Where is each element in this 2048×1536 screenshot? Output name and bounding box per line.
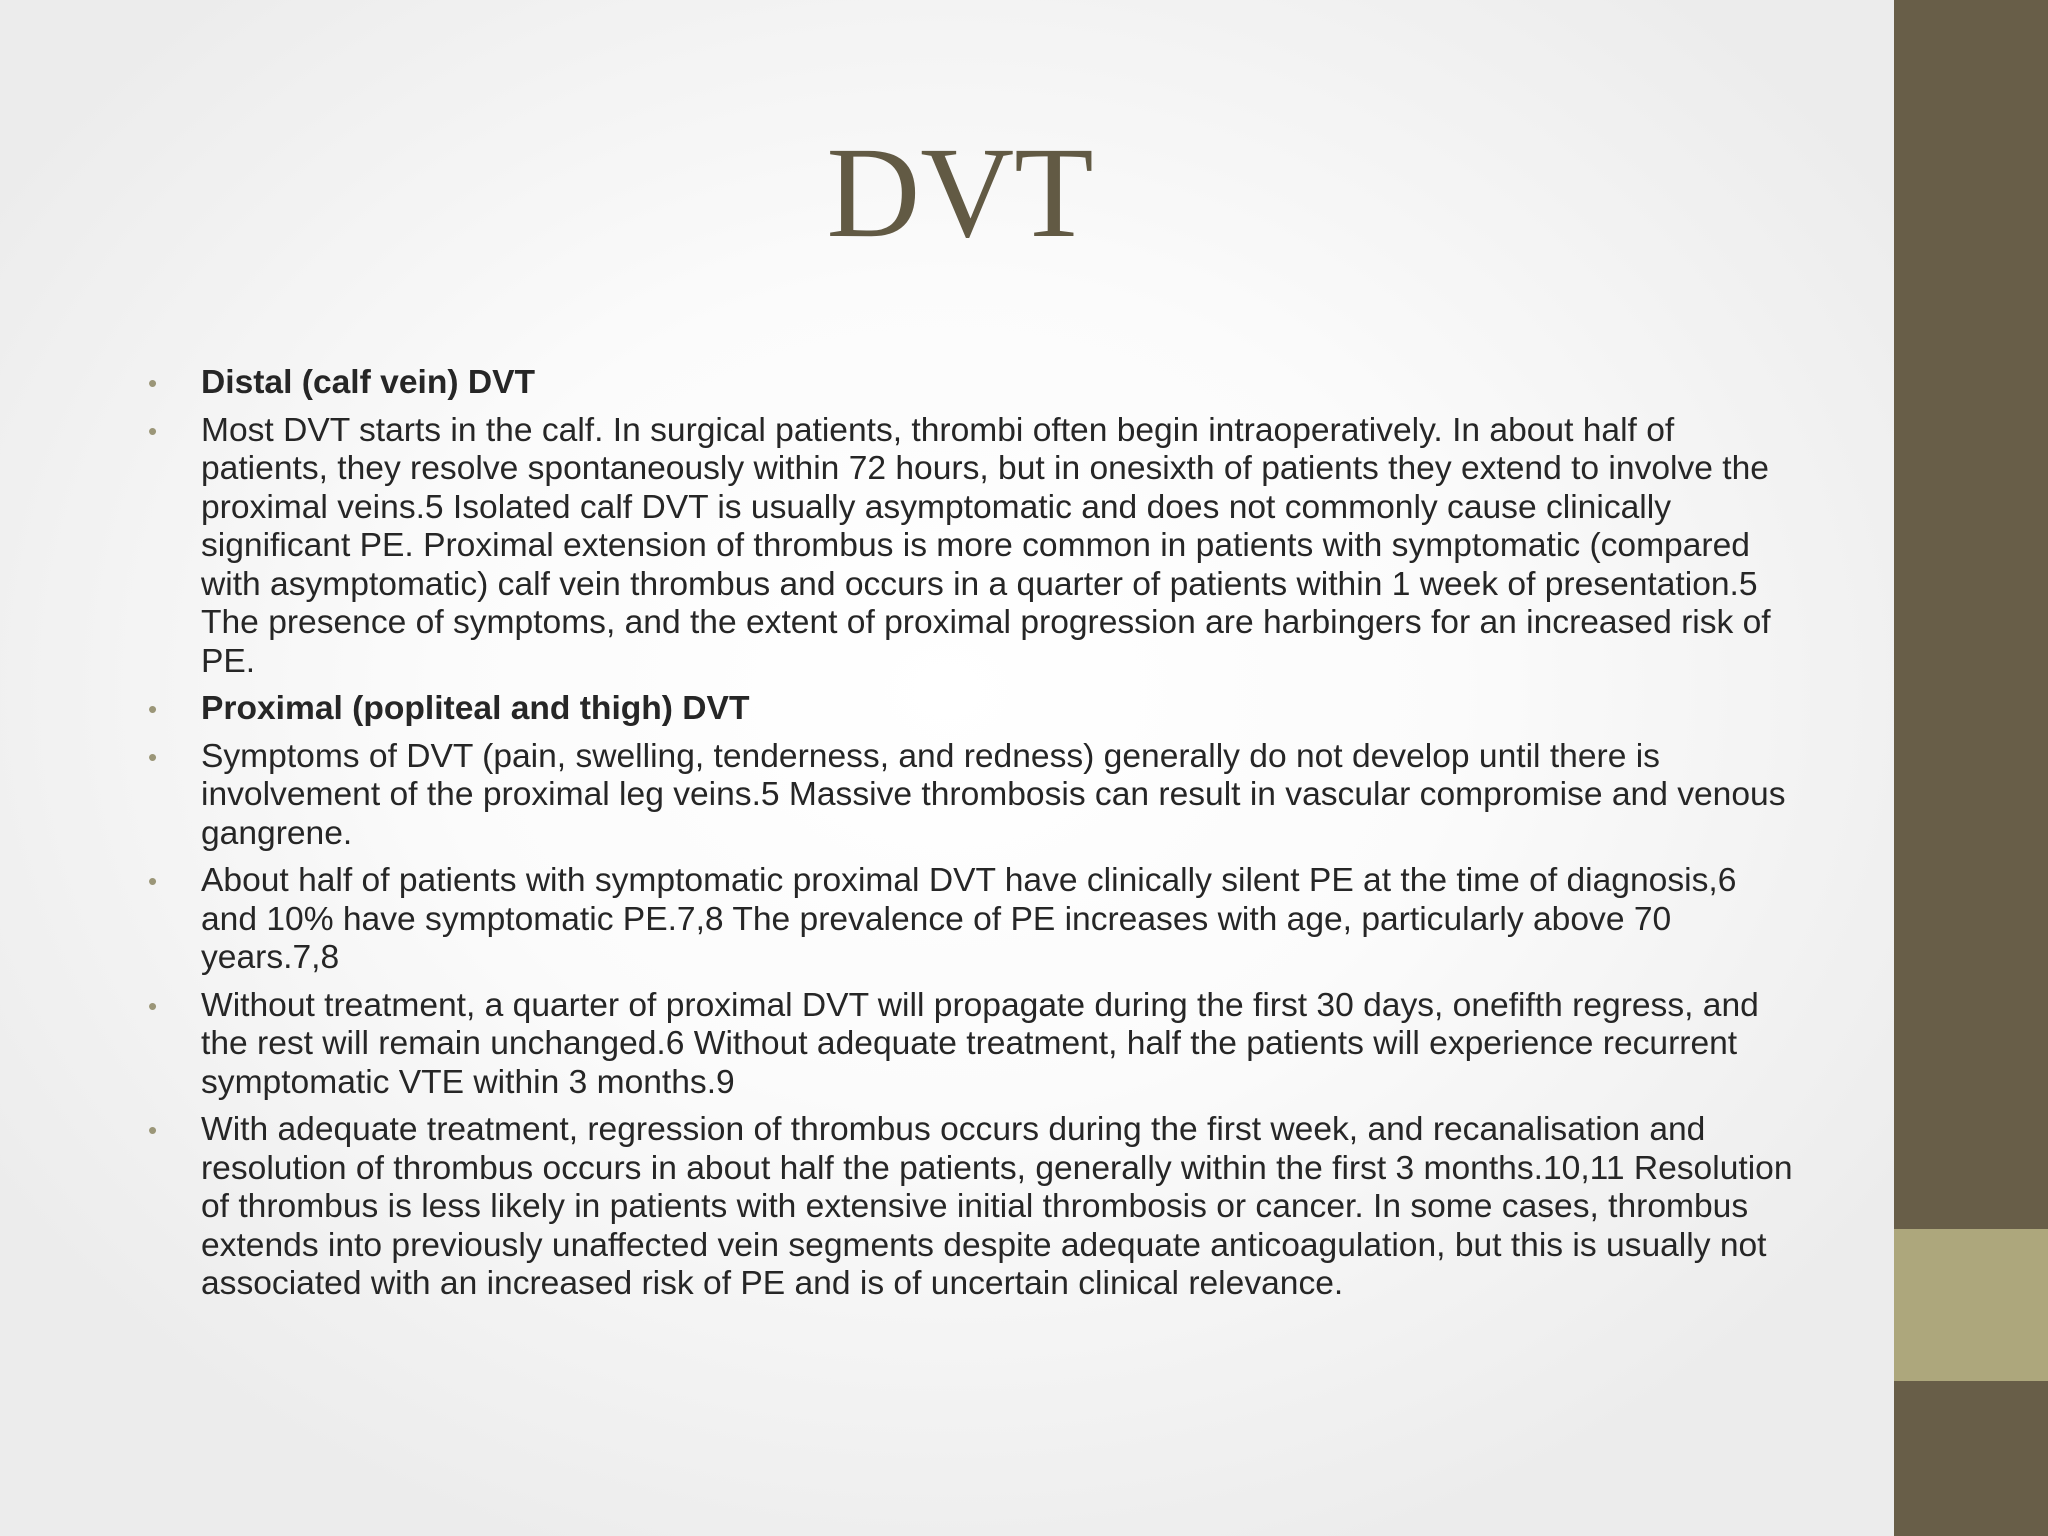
- bullet-item: [148, 364, 1798, 403]
- bullet-dot-icon: •: [148, 866, 158, 896]
- bullet-text: Proximal (popliteal and thigh) DVT: [201, 690, 750, 727]
- bullet-item: [148, 862, 1798, 978]
- bullet-item: [148, 738, 1798, 854]
- bullet-dot-icon: •: [148, 990, 158, 1021]
- bullet-text: Distal (calf vein) DVT: [201, 364, 535, 401]
- bullet-dot-icon: •: [148, 1115, 158, 1145]
- bullet-text: Most DVT starts in the calf. In surgical patients, thrombi often begin intraoperatively. In about half of patients, they resolve spontaneously within 72 hours, but in onesixth of patients they extend to involve the proximal veins.5 Isolated calf DVT is usually asymptomatic and does not commonly cause clinically significant PE. Proximal extension of thrombus is more common in patients with symptomatic (compared with asymptomatic) calf vein thrombus and occurs in a quarter of patients within 1 week of presentation.5 The presence of symptoms, and the extent of proximal progression are harbingers for an increased risk of PE.: [201, 411, 1771, 680]
- bullet-text: Without treatment, a quarter of proximal DVT will propagate during the first 30 days, onefifth regress, and the rest will remain unchanged.6 Without adequate treatment, half the patients will experience recurrent symptomatic VTE within 3 months.9: [201, 986, 1759, 1101]
- bullet-text: With adequate treatment, regression of thrombus occurs during the first week, and recanalisation and resolution of thrombus occurs in about half the patients, generally within the first 3 months.10,11 Resolution of thrombus is less likely in patients with extensive initial thrombosis or cancer. In some cases, thrombus extends into previously unaffected vein segments despite adequate anticoagulation, but this is usually not associated with an increased risk of PE and is of uncertain clinical relevance.: [201, 1111, 1793, 1302]
- sidebar-accent-block: [1894, 1229, 2048, 1381]
- bullet-text: Symptoms of DVT (pain, swelling, tenderness, and redness) generally do not develop until there is involvement of the proximal leg veins.5 Massive thrombosis can result in vascular compromise and venous gangrene.: [201, 737, 1786, 852]
- bullet-dot-icon: •: [148, 368, 158, 398]
- bullet-text: About half of patients with symptomatic proximal DVT have clinically silent PE at the time of diagnosis,6 and 10% have symptomatic PE.7,8 The prevalence of PE increases with age, particularly above 70 years.7,8: [201, 862, 1737, 976]
- bullet-dot-icon: •: [148, 741, 158, 772]
- bullet-dot-icon: •: [148, 415, 158, 446]
- bullet-item: [148, 412, 1798, 682]
- bullet-dot-icon: •: [148, 694, 158, 724]
- bullet-item: [148, 690, 1798, 729]
- slide-title: DVT: [826, 121, 1094, 265]
- bullet-list: [148, 364, 1798, 1313]
- bullet-item: [148, 987, 1798, 1103]
- bullet-item: [148, 1111, 1798, 1304]
